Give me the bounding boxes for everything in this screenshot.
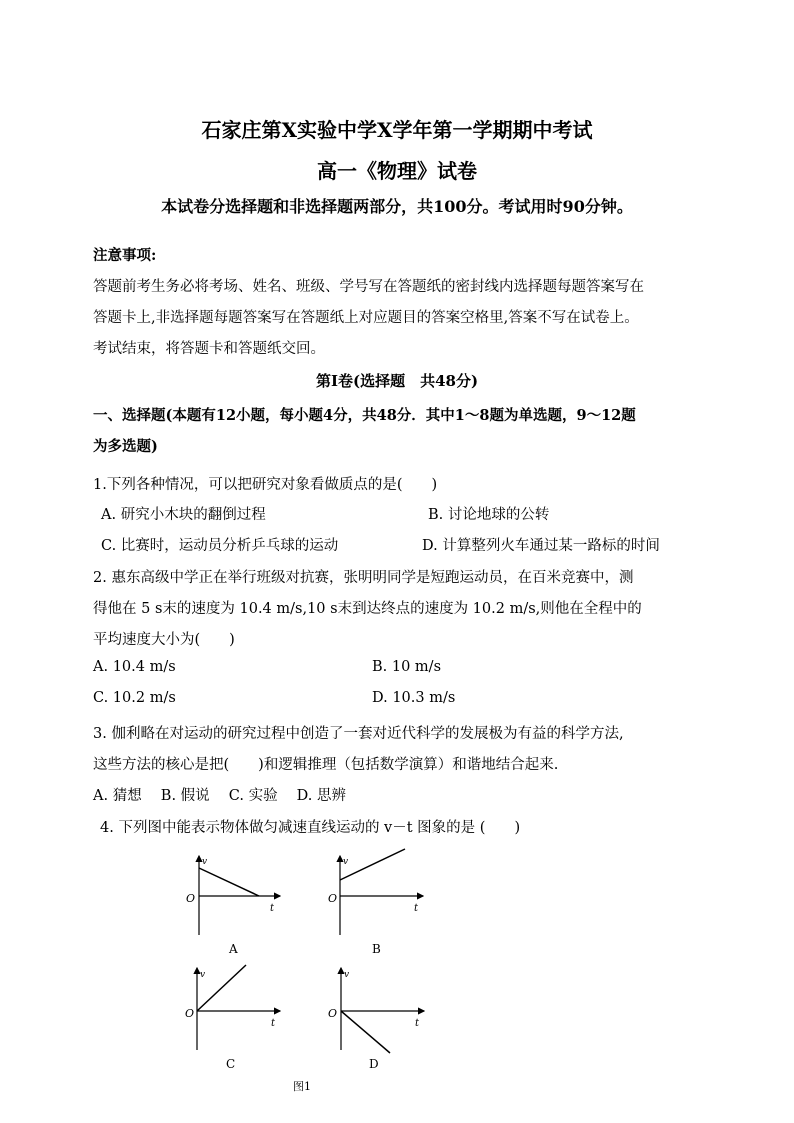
graph-b-line: [340, 849, 405, 880]
graph-c-t-label: t: [271, 1018, 276, 1029]
question-1-option-d: D. 计算整列火车通过某一路标的时间: [422, 538, 660, 554]
question-2-option-b: B. 10 m/s: [372, 659, 442, 675]
question-2-option-a: A. 10.4 m/s: [93, 659, 176, 675]
graph-b: [328, 849, 423, 956]
question-1-stem: 1.下列各种情况，可以把研究对象看做质点的是( ): [93, 477, 438, 493]
question-2-option-c: C. 10.2 m/s: [93, 690, 176, 706]
question-2-stem: 2. 惠东高级中学正在举行班级对抗赛，张明明同学是短跑运动员，在百米竞赛中，测: [93, 570, 634, 586]
graph-d-origin: O: [328, 1007, 338, 1020]
notice-line: 考试结束，将答题卡和答题纸交回。: [93, 341, 325, 357]
graph-b-label: B: [372, 942, 381, 956]
graph-d-t-label: t: [415, 1018, 420, 1029]
graph-d-label: D: [369, 1057, 379, 1071]
question-1-option-b: B. 讨论地球的公转: [428, 507, 550, 523]
section-title: 第Ⅰ卷(选择题 共48分): [315, 372, 479, 390]
question-3-stem: 这些方法的核心是把( )和逻辑推理（包括数学演算）和谐地结合起来.: [93, 757, 559, 773]
graph-c-v-label: v: [200, 970, 206, 980]
question-1-option-c: C. 比赛时，运动员分析乒乓球的运动: [101, 538, 339, 554]
graph-b-v-label: v: [343, 857, 349, 867]
exam-intro: 本试卷分选择题和非选择题两部分，共100分。考试用时90分钟。: [161, 197, 633, 216]
exam-title: 石家庄第Ⅹ实验中学Ⅹ学年第一学期期中考试: [201, 118, 593, 142]
graph-a-origin: O: [186, 892, 196, 905]
exam-subtitle: 高一《物理》试卷: [317, 159, 477, 183]
question-1-option-a: A. 研究小木块的翻倒过程: [101, 507, 266, 523]
graph-c-origin: O: [185, 1007, 195, 1020]
notice-heading: 注意事项:: [93, 247, 157, 264]
figure-caption: 图1: [293, 1080, 311, 1093]
graph-b-t-label: t: [414, 903, 419, 914]
question-3-stem: 3. 伽利略在对运动的研究过程中创造了一套对近代科学的发展极为有益的科学方法,: [93, 726, 624, 742]
graph-b-origin: O: [328, 892, 338, 905]
question-2-option-d: D. 10.3 m/s: [372, 690, 456, 706]
question-3-options: A. 猜想 B. 假说 C. 实验 D. 思辨: [93, 788, 347, 804]
question-2-stem: 得他在 5 s末的速度为 10.4 m/s,10 s末到达终点的速度为 10.2 m/s,则他在全程中的: [93, 601, 642, 617]
graph-a-t-label: t: [270, 903, 275, 914]
graph-d-line: [341, 1011, 390, 1053]
section-desc: 为多选题): [93, 438, 158, 455]
question-4-stem: 4. 下列图中能表示物体做匀减速直线运动的 v－t 图象的是 ( ): [100, 820, 521, 836]
graph-c-label: C: [226, 1057, 236, 1071]
graph-a: [186, 856, 280, 956]
graph-a-v-label: v: [202, 857, 208, 867]
question-2-stem: 平均速度大小为( ): [93, 632, 235, 648]
graph-a-line: [199, 868, 259, 896]
graph-a-label: A: [229, 942, 238, 956]
graph-d: [328, 968, 424, 1071]
notice-line: 答题前考生务必将考场、姓名、班级、学号写在答题纸的密封线内选择题每题答案写在: [93, 279, 644, 295]
graph-d-v-label: v: [344, 970, 350, 980]
notice-line: 答题卡上,非选择题每题答案写在答题纸上对应题目的答案空格里,答案不写在试卷上。: [93, 310, 639, 326]
graph-c: [185, 965, 280, 1071]
section-desc: 一、选择题(本题有12小题，每小题4分，共48分．其中1～8题为单选题，9～12题: [93, 407, 636, 424]
